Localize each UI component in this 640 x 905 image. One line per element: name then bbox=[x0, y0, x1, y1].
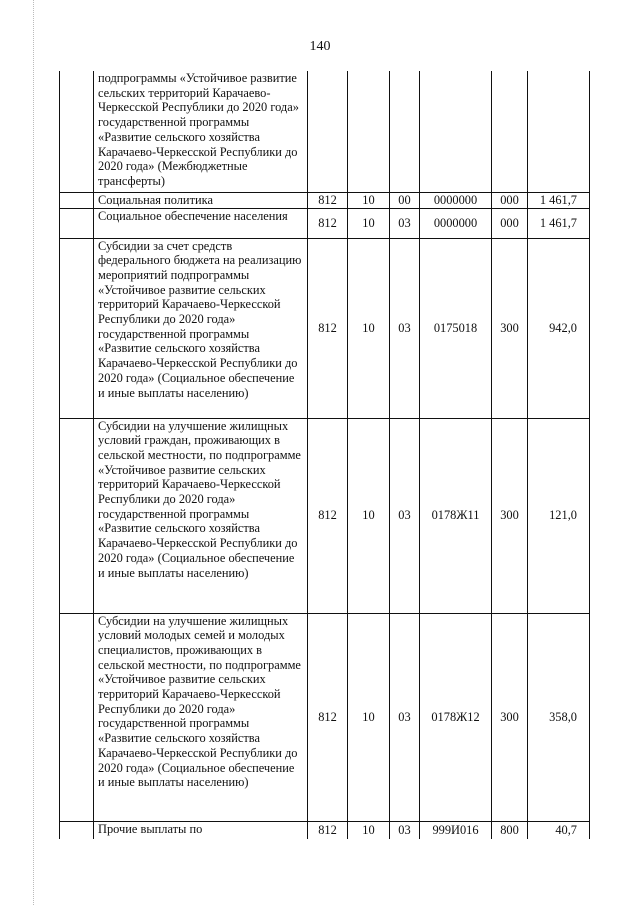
table-row bbox=[60, 208, 590, 238]
blank-cell bbox=[60, 192, 94, 208]
row-name: Прочие выплаты по bbox=[94, 821, 308, 839]
row-name: подпрограммы «Устойчивое развитие сельских территорий Карачаево-Черкесской Республики до 2020 года» государственной программы «Развитие сельского хозяйства Карачаево-Черкесской Республики до 2020 года» (Межбюджетные трансферты) bbox=[94, 71, 308, 192]
subsection-code: 00 bbox=[390, 192, 420, 208]
subsection-code: 03 bbox=[390, 613, 420, 821]
subsection-code: 03 bbox=[390, 821, 420, 839]
row-name: Субсидии на улучшение жилищных условий молодых семей и молодых специалистов, проживающих в сельской местности, по подпрограмме «Устойчивое развитие сельских территорий Карачаево-Черкесской Республики до 2020 года» государственной программы «Развитие сельского хозяйства Карачаево-Черкесской Республики до 2020 года» (Социальное обеспечение и иные выплаты населению) bbox=[94, 613, 308, 821]
amount: 1 461,7 bbox=[528, 208, 590, 238]
expense-type-code: 000 bbox=[492, 208, 528, 238]
expense-type-code: 300 bbox=[492, 418, 528, 613]
section-code: 10 bbox=[348, 821, 390, 839]
amount: 121,0 bbox=[528, 418, 590, 613]
section-code: 10 bbox=[348, 192, 390, 208]
expense-type-code bbox=[492, 71, 528, 192]
ministry-code: 812 bbox=[308, 208, 348, 238]
row-name: Субсидии на улучшение жилищных условий граждан, проживающих в сельской местности, по подпрограмме «Устойчивое развитие сельских территорий Карачаево-Черкесской Республики до 2020 года» государственной программы «Развитие сельского хозяйства Карачаево-Черкесской Республики до 2020 года» (Социальное обеспечение и иные выплаты населению) bbox=[94, 418, 308, 613]
blank-cell bbox=[60, 238, 94, 418]
amount: 358,0 bbox=[528, 613, 590, 821]
target-code: 0000000 bbox=[420, 192, 492, 208]
section-code: 10 bbox=[348, 418, 390, 613]
blank-cell bbox=[60, 208, 94, 238]
table-row bbox=[60, 613, 590, 821]
blank-cell bbox=[60, 71, 94, 192]
blank-cell bbox=[60, 821, 94, 839]
table-row bbox=[60, 192, 590, 208]
expense-type-code: 000 bbox=[492, 192, 528, 208]
subsection-code: 03 bbox=[390, 238, 420, 418]
amount: 942,0 bbox=[528, 238, 590, 418]
table-row bbox=[60, 418, 590, 613]
target-code: 999И016 bbox=[420, 821, 492, 839]
section-code bbox=[348, 71, 390, 192]
ministry-code: 812 bbox=[308, 821, 348, 839]
ministry-code: 812 bbox=[308, 613, 348, 821]
target-code: 0175018 bbox=[420, 238, 492, 418]
row-name: Субсидии за счет средств федерального бюджета на реализацию мероприятий подпрограммы «Устойчивое развитие сельских территорий Карачаево-Черкесской Республики до 2020 года» государственной программы «Развитие сельского хозяйства Карачаево-Черкесской Республики до 2020 года» (Социальное обеспечение и иные выплаты населению) bbox=[94, 238, 308, 418]
ministry-code: 812 bbox=[308, 238, 348, 418]
row-name: Социальная политика bbox=[94, 192, 308, 208]
budget-table bbox=[59, 71, 590, 839]
section-code: 10 bbox=[348, 208, 390, 238]
target-code: 0178Ж12 bbox=[420, 613, 492, 821]
target-code: 0178Ж11 bbox=[420, 418, 492, 613]
expense-type-code: 300 bbox=[492, 613, 528, 821]
amount bbox=[528, 71, 590, 192]
table-row bbox=[60, 821, 590, 839]
ministry-code bbox=[308, 71, 348, 192]
scan-edge-line bbox=[33, 0, 34, 905]
table-row bbox=[60, 71, 590, 192]
expense-type-code: 800 bbox=[492, 821, 528, 839]
amount: 40,7 bbox=[528, 821, 590, 839]
subsection-code bbox=[390, 71, 420, 192]
table-row bbox=[60, 238, 590, 418]
blank-cell bbox=[60, 613, 94, 821]
subsection-code: 03 bbox=[390, 418, 420, 613]
page-number: 140 bbox=[309, 39, 331, 54]
row-name: Социальное обеспечение населения bbox=[94, 208, 308, 238]
ministry-code: 812 bbox=[308, 418, 348, 613]
section-code: 10 bbox=[348, 613, 390, 821]
target-code: 0000000 bbox=[420, 208, 492, 238]
amount: 1 461,7 bbox=[528, 192, 590, 208]
blank-cell bbox=[60, 418, 94, 613]
ministry-code: 812 bbox=[308, 192, 348, 208]
section-code: 10 bbox=[348, 238, 390, 418]
subsection-code: 03 bbox=[390, 208, 420, 238]
expense-type-code: 300 bbox=[492, 238, 528, 418]
target-code bbox=[420, 71, 492, 192]
